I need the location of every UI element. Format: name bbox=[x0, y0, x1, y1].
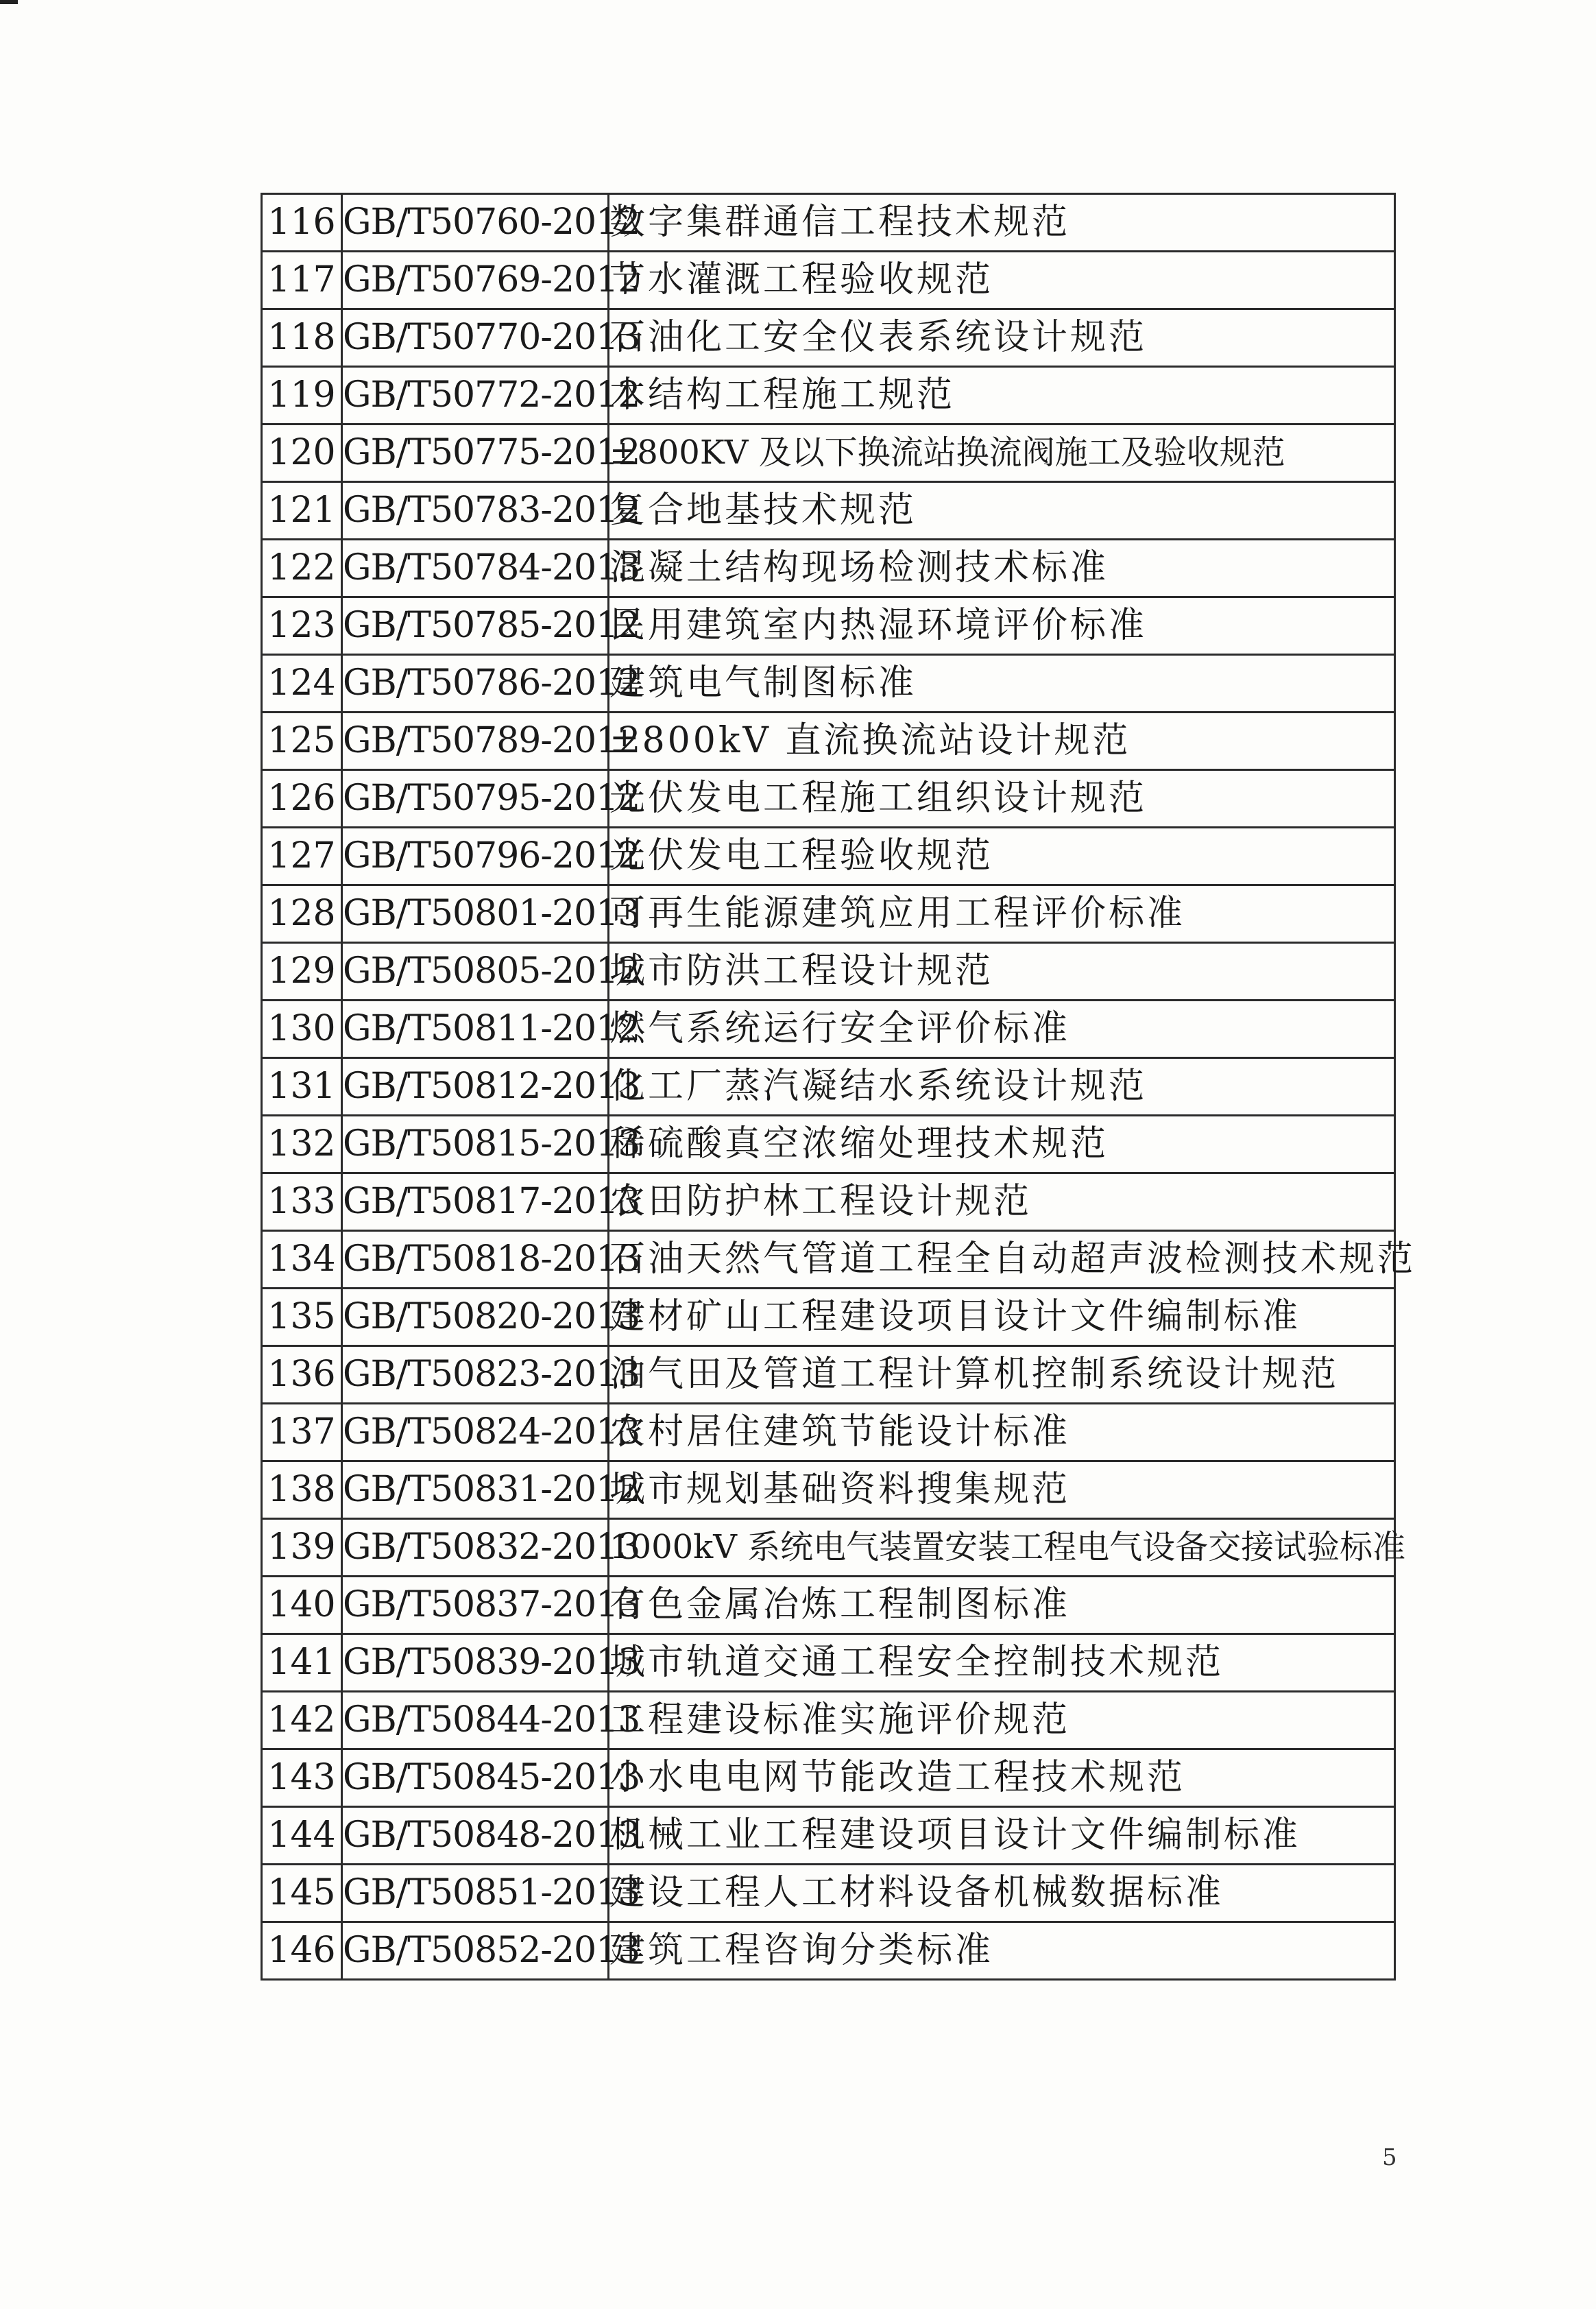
standard-code: GB/T50848-2013 bbox=[342, 1807, 609, 1865]
table-row bbox=[262, 1116, 1395, 1173]
row-number: 126 bbox=[262, 770, 342, 828]
standard-code: GB/T50820-2013 bbox=[342, 1289, 609, 1346]
standard-code: GB/T50784-2013 bbox=[342, 540, 609, 597]
table-row bbox=[262, 943, 1395, 1001]
row-number: 117 bbox=[262, 252, 342, 309]
standard-code: GB/T50845-2013 bbox=[342, 1749, 609, 1807]
table-row bbox=[262, 1058, 1395, 1116]
row-number: 129 bbox=[262, 943, 342, 1001]
standard-code: GB/T50824-2013 bbox=[342, 1404, 609, 1461]
table-row bbox=[262, 770, 1395, 828]
table-row bbox=[262, 1519, 1395, 1577]
standard-name: 民用建筑室内热湿环境评价标准 bbox=[609, 597, 1395, 655]
standard-code: GB/T50772-2012 bbox=[342, 367, 609, 424]
standard-name: 光伏发电工程验收规范 bbox=[609, 828, 1395, 885]
standard-code: GB/T50815-2013 bbox=[342, 1116, 609, 1173]
table-row bbox=[262, 309, 1395, 367]
row-number: 140 bbox=[262, 1577, 342, 1634]
standard-code: GB/T50770-2013 bbox=[342, 309, 609, 367]
table-row bbox=[262, 1289, 1395, 1346]
standard-code: GB/T50852-2013 bbox=[342, 1922, 609, 1980]
table-row bbox=[262, 885, 1395, 943]
standard-name: 木结构工程施工规范 bbox=[609, 367, 1395, 424]
table-row bbox=[262, 1692, 1395, 1749]
standard-code: GB/T50796-2012 bbox=[342, 828, 609, 885]
standard-code: GB/T50818-2013 bbox=[342, 1231, 609, 1289]
standard-code: GB/T50839-2013 bbox=[342, 1634, 609, 1692]
table-row bbox=[262, 367, 1395, 424]
row-number: 137 bbox=[262, 1404, 342, 1461]
standard-code: GB/T50817-2013 bbox=[342, 1173, 609, 1231]
standard-code: GB/T50811-2012 bbox=[342, 1001, 609, 1058]
standard-name: 工程建设标准实施评价规范 bbox=[609, 1692, 1395, 1749]
standard-name: 1000kV 系统电气装置安装工程电气设备交接试验标准 bbox=[609, 1519, 1395, 1577]
row-number: 143 bbox=[262, 1749, 342, 1807]
standard-name: 城市规划基础资料搜集规范 bbox=[609, 1461, 1395, 1519]
row-number: 125 bbox=[262, 713, 342, 770]
row-number: 132 bbox=[262, 1116, 342, 1173]
standard-code: GB/T50783-2012 bbox=[342, 482, 609, 540]
standard-name: 混凝土结构现场检测技术标准 bbox=[609, 540, 1395, 597]
table-row bbox=[262, 1231, 1395, 1289]
standard-code: GB/T50812-2013 bbox=[342, 1058, 609, 1116]
row-number: 120 bbox=[262, 424, 342, 482]
row-number: 131 bbox=[262, 1058, 342, 1116]
table-row bbox=[262, 1634, 1395, 1692]
row-number: 141 bbox=[262, 1634, 342, 1692]
page-number: 5 bbox=[1382, 2144, 1397, 2171]
table-row bbox=[262, 597, 1395, 655]
standard-name: 数字集群通信工程技术规范 bbox=[609, 194, 1395, 252]
standard-code: GB/T50775-2012 bbox=[342, 424, 609, 482]
standard-name: ±800KV 及以下换流站换流阀施工及验收规范 bbox=[609, 424, 1395, 482]
row-number: 145 bbox=[262, 1865, 342, 1922]
row-number: 122 bbox=[262, 540, 342, 597]
standard-name: 化工厂蒸汽凝结水系统设计规范 bbox=[609, 1058, 1395, 1116]
standard-name: 稀硫酸真空浓缩处理技术规范 bbox=[609, 1116, 1395, 1173]
table-row bbox=[262, 1173, 1395, 1231]
standard-name: 节水灌溉工程验收规范 bbox=[609, 252, 1395, 309]
table-row bbox=[262, 482, 1395, 540]
row-number: 116 bbox=[262, 194, 342, 252]
standard-name: 小水电电网节能改造工程技术规范 bbox=[609, 1749, 1395, 1807]
table-row bbox=[262, 1346, 1395, 1404]
table-row bbox=[262, 1404, 1395, 1461]
row-number: 133 bbox=[262, 1173, 342, 1231]
row-number: 121 bbox=[262, 482, 342, 540]
standard-code: GB/T50831-2012 bbox=[342, 1461, 609, 1519]
standards-table-body bbox=[262, 194, 1416, 1980]
standard-name: 复合地基技术规范 bbox=[609, 482, 1395, 540]
standard-name: 建设工程人工材料设备机械数据标准 bbox=[609, 1865, 1395, 1922]
row-number: 142 bbox=[262, 1692, 342, 1749]
standard-code: GB/T50789-2012 bbox=[342, 713, 609, 770]
row-number: 138 bbox=[262, 1461, 342, 1519]
standard-code: GB/T50785-2012 bbox=[342, 597, 609, 655]
row-number: 124 bbox=[262, 655, 342, 713]
standard-name: 可再生能源建筑应用工程评价标准 bbox=[609, 885, 1395, 943]
row-number: 136 bbox=[262, 1346, 342, 1404]
standard-name: 有色金属冶炼工程制图标准 bbox=[609, 1577, 1395, 1634]
table-row bbox=[262, 540, 1395, 597]
standard-code: GB/T50805-2012 bbox=[342, 943, 609, 1001]
table-row bbox=[262, 713, 1395, 770]
table-row bbox=[262, 194, 1395, 252]
row-number: 139 bbox=[262, 1519, 342, 1577]
table-row bbox=[262, 1865, 1395, 1922]
standard-code: GB/T50837-2013 bbox=[342, 1577, 609, 1634]
table-row bbox=[262, 424, 1395, 482]
standard-code: GB/T50795-2012 bbox=[342, 770, 609, 828]
table-row bbox=[262, 1001, 1395, 1058]
standard-name: 建材矿山工程建设项目设计文件编制标准 bbox=[609, 1289, 1395, 1346]
standard-name: 油气田及管道工程计算机控制系统设计规范 bbox=[609, 1346, 1395, 1404]
table-row bbox=[262, 252, 1395, 309]
table-row bbox=[262, 1922, 1395, 1980]
standard-code: GB/T50851-2013 bbox=[342, 1865, 609, 1922]
standards-table bbox=[261, 193, 1416, 1981]
standard-code: GB/T50801-2013 bbox=[342, 885, 609, 943]
standard-name: 城市轨道交通工程安全控制技术规范 bbox=[609, 1634, 1395, 1692]
standard-name: 城市防洪工程设计规范 bbox=[609, 943, 1395, 1001]
row-number: 130 bbox=[262, 1001, 342, 1058]
standard-name: 石油化工安全仪表系统设计规范 bbox=[609, 309, 1395, 367]
table-row bbox=[262, 1749, 1395, 1807]
table-row bbox=[262, 655, 1395, 713]
scan-edge-mark bbox=[0, 0, 18, 4]
standard-code: GB/T50760-2012 bbox=[342, 194, 609, 252]
table-row bbox=[262, 1807, 1395, 1865]
standard-name: ±800kV 直流换流站设计规范 bbox=[609, 713, 1395, 770]
standard-name: 燃气系统运行安全评价标准 bbox=[609, 1001, 1395, 1058]
row-number: 119 bbox=[262, 367, 342, 424]
row-number: 134 bbox=[262, 1231, 342, 1289]
standard-name: 建筑工程咨询分类标准 bbox=[609, 1922, 1395, 1980]
table-row bbox=[262, 1577, 1395, 1634]
row-number: 135 bbox=[262, 1289, 342, 1346]
table-row bbox=[262, 1461, 1395, 1519]
standard-code: GB/T50786-2012 bbox=[342, 655, 609, 713]
standard-name: 机械工业工程建设项目设计文件编制标准 bbox=[609, 1807, 1395, 1865]
row-number: 118 bbox=[262, 309, 342, 367]
row-number: 127 bbox=[262, 828, 342, 885]
standard-name: 建筑电气制图标准 bbox=[609, 655, 1395, 713]
row-number: 146 bbox=[262, 1922, 342, 1980]
table-row bbox=[262, 828, 1395, 885]
standard-code: GB/T50832-2013 bbox=[342, 1519, 609, 1577]
row-number: 123 bbox=[262, 597, 342, 655]
standard-code: GB/T50769-2012 bbox=[342, 252, 609, 309]
standard-name: 光伏发电工程施工组织设计规范 bbox=[609, 770, 1395, 828]
standard-code: GB/T50844-2013 bbox=[342, 1692, 609, 1749]
standard-name: 农田防护林工程设计规范 bbox=[609, 1173, 1395, 1231]
standard-code: GB/T50823-2013 bbox=[342, 1346, 609, 1404]
row-number: 128 bbox=[262, 885, 342, 943]
standard-name: 石油天然气管道工程全自动超声波检测技术规范 bbox=[609, 1231, 1395, 1289]
row-number: 144 bbox=[262, 1807, 342, 1865]
standard-name: 农村居住建筑节能设计标准 bbox=[609, 1404, 1395, 1461]
